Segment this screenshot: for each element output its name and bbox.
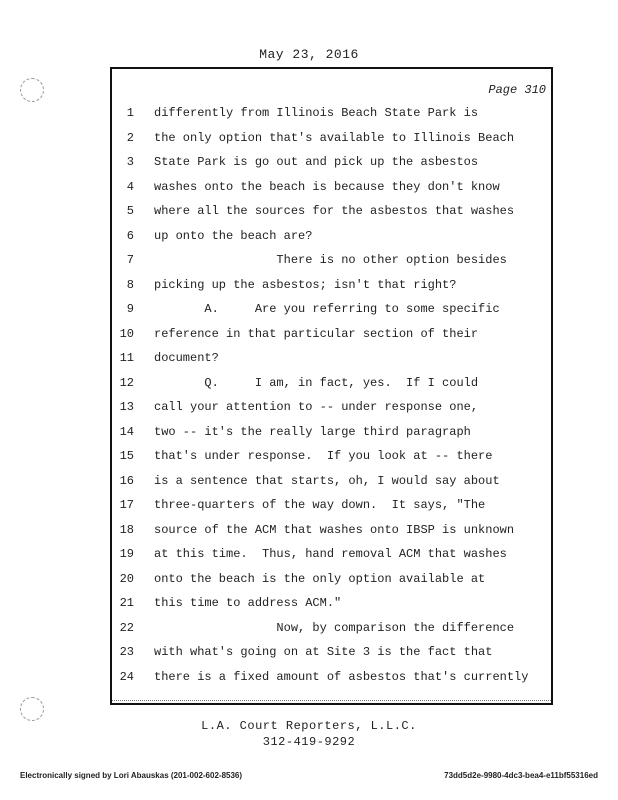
line-number: 20 — [119, 571, 134, 586]
line-text: is a sentence that starts, oh, I would say about — [154, 473, 500, 488]
transcript-line — [110, 102, 553, 124]
line-text: where all the sources for the asbestos that washes — [154, 204, 515, 218]
transcript-line — [110, 421, 553, 443]
line-number: 24 — [119, 669, 134, 684]
line-text: up onto the beach are? — [154, 228, 313, 243]
transcript-line — [110, 543, 553, 565]
line-text: this time to address ACM." — [154, 596, 342, 610]
line-text: reference in that particular section of their — [154, 326, 479, 341]
line-text: with what's going on at Site 3 is the fact that — [154, 645, 493, 659]
page-number: Page 310 — [488, 83, 546, 97]
line-number: 1 — [126, 106, 134, 120]
line-number: 14 — [119, 424, 134, 439]
line-text: document? — [154, 351, 219, 365]
line-text: three-quarters of the way down. It says, "The — [154, 498, 486, 512]
line-text: there is a fixed amount of asbestos that's currently — [154, 669, 529, 684]
transcript-line — [110, 641, 553, 663]
line-number: 5 — [126, 204, 134, 218]
line-text: Now, by comparison the difference — [154, 620, 515, 635]
line-text: Q. I am, in fact, yes. If I could — [154, 375, 479, 390]
line-number: 21 — [119, 596, 134, 610]
line-number: 13 — [119, 400, 134, 414]
line-number: 3 — [126, 155, 134, 169]
transcript-line — [110, 176, 553, 198]
line-text: two -- it's the really large third paragraph — [154, 424, 471, 439]
line-text: onto the beach is the only option available at — [154, 571, 486, 586]
line-number: 6 — [126, 228, 134, 243]
line-text: call your attention to -- under response one, — [154, 400, 479, 414]
line-number: 7 — [126, 253, 134, 267]
transcript-line — [110, 568, 553, 590]
court-reporter-company: L.A. Court Reporters, L.L.C. — [201, 719, 417, 733]
line-number: 8 — [126, 277, 134, 292]
line-text: There is no other option besides — [154, 253, 507, 267]
line-text: source of the ACM that washes onto IBSP is unknown — [154, 522, 515, 537]
document-id: 73dd5d2e-9980-4dc3-bea4-e11bf55316ed — [444, 771, 598, 780]
transcript-line — [110, 470, 553, 492]
line-number: 18 — [119, 522, 134, 537]
line-number: 11 — [119, 351, 134, 365]
line-number: 4 — [126, 179, 134, 194]
line-text: washes onto the beach is because they don't know — [154, 179, 500, 194]
line-number: 22 — [119, 620, 134, 635]
transcript-line — [110, 666, 553, 688]
line-number: 17 — [119, 498, 134, 512]
transcript-line — [110, 372, 553, 394]
transcript-line — [110, 200, 553, 222]
hole-punch-mark-bottom — [20, 697, 44, 721]
line-number: 23 — [119, 645, 134, 659]
line-number: 12 — [119, 375, 134, 390]
line-number: 15 — [119, 449, 134, 463]
transcript-line — [110, 249, 553, 271]
transcript-line — [110, 151, 553, 173]
transcript-line — [110, 494, 553, 516]
line-number: 9 — [126, 302, 134, 316]
line-text: A. Are you referring to some specific — [154, 302, 500, 316]
line-number: 19 — [119, 547, 134, 561]
line-text: differently from Illinois Beach State Park is — [154, 106, 479, 120]
transcript-line — [110, 225, 553, 247]
transcript-line — [110, 127, 553, 149]
transcript-line — [110, 519, 553, 541]
electronic-signature-note: Electronically signed by Lori Abauskas (201-002-602-8536) — [20, 771, 243, 780]
court-reporter-phone: 312-419-9292 — [262, 735, 356, 749]
transcript-line — [110, 323, 553, 345]
transcript-line — [110, 274, 553, 296]
transcript-line — [110, 445, 553, 467]
transcript-line — [110, 592, 553, 614]
transcript-line — [110, 396, 553, 418]
transcript-line — [110, 347, 553, 369]
transcript-date: May 23, 2016 — [259, 47, 359, 62]
line-number: 2 — [126, 130, 134, 145]
line-number: 16 — [119, 473, 134, 488]
line-text: picking up the asbestos; isn't that right? — [154, 277, 457, 292]
line-text: the only option that's available to Illinois Beach — [154, 130, 515, 145]
line-text: State Park is go out and pick up the asbestos — [154, 155, 479, 169]
hole-punch-mark-top — [20, 78, 44, 102]
transcript-line — [110, 617, 553, 639]
line-text: at this time. Thus, hand removal ACM that washes — [154, 547, 507, 561]
line-number: 10 — [119, 326, 134, 341]
transcript-line — [110, 298, 553, 320]
line-text: that's under response. If you look at -- there — [154, 449, 493, 463]
